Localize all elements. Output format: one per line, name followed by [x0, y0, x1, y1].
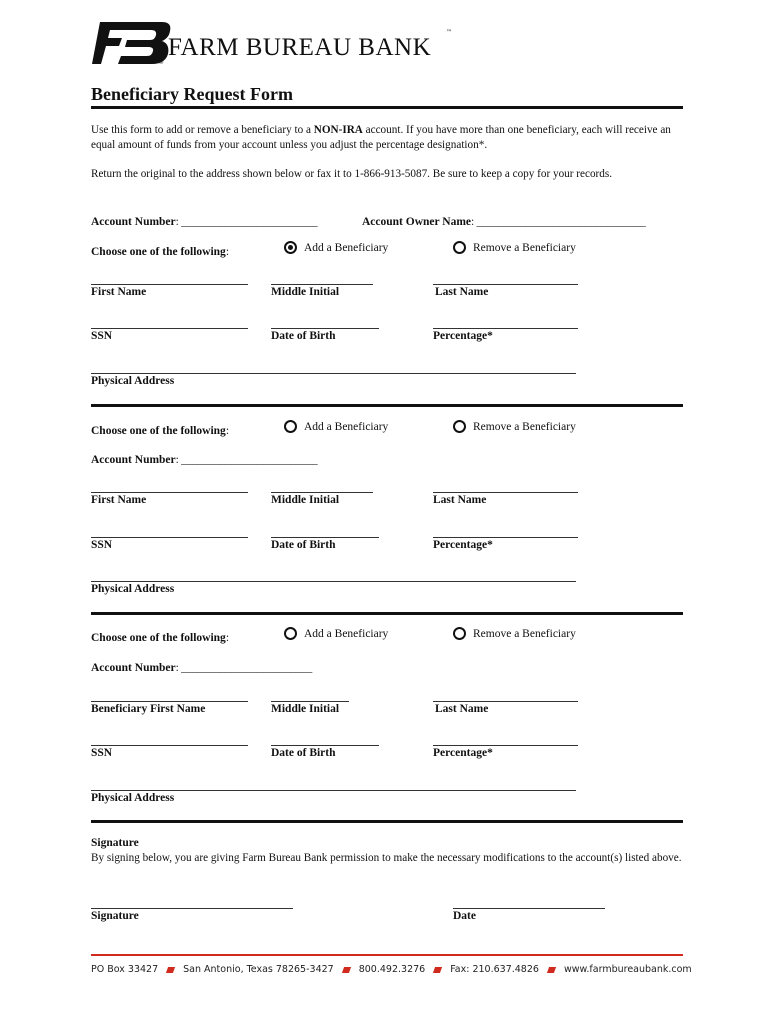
- section-1-add-radio[interactable]: [284, 241, 297, 254]
- choose-colon: :: [225, 632, 230, 644]
- return-instructions: Return the original to the address shown below or fax it to 1-866-913-5087. Be sure to keep a copy for your records.: [91, 168, 613, 180]
- section-1-middle-initial-input[interactable]: [271, 284, 373, 285]
- section-1-last-name-input[interactable]: [433, 284, 578, 285]
- section-3-ssn-label: SSN: [91, 747, 113, 759]
- account-number-field[interactable]: [91, 212, 317, 230]
- section-2-remove-label: Remove a Beneficiary: [473, 421, 576, 433]
- svg-text:™: ™: [446, 29, 452, 36]
- section-1-remove-label: Remove a Beneficiary: [473, 242, 576, 254]
- footer-po-box: PO Box 33427: [91, 964, 159, 975]
- owner-name-blank[interactable]: : _______________________________: [471, 216, 646, 228]
- section-1-last-name-label: Last Name: [435, 286, 489, 298]
- intro-text-bold: NON-IRA: [313, 124, 363, 136]
- signature-input[interactable]: [91, 908, 293, 909]
- section-3-middle-initial-input[interactable]: [271, 701, 349, 702]
- section-2-add-label: Add a Beneficiary: [304, 421, 389, 433]
- section-divider: [91, 404, 683, 407]
- choose-colon: :: [225, 425, 230, 437]
- footer-phone: 800.492.3276: [358, 964, 426, 975]
- section-2-account-number-field[interactable]: [91, 450, 317, 468]
- section-2-last-name-label: Last Name: [433, 494, 487, 506]
- section-3-first-name-label: Beneficiary First Name: [91, 703, 206, 715]
- account-number-label: Account Number: [91, 216, 176, 228]
- footer-separator-icon: [433, 967, 442, 973]
- section-3-dob-label: Date of Birth: [271, 747, 336, 759]
- footer-fax: Fax: 210.637.4826: [450, 964, 539, 975]
- section-3-dob-input[interactable]: [271, 745, 379, 746]
- date-input[interactable]: [453, 908, 605, 909]
- account-number-blank[interactable]: : _________________________: [175, 216, 318, 228]
- section-2-percentage-input[interactable]: [433, 537, 578, 538]
- section-1-address-input[interactable]: [91, 373, 576, 374]
- section-2-address-input[interactable]: [91, 581, 576, 582]
- footer-separator-icon: [547, 967, 556, 973]
- section-3-last-name-label: Last Name: [435, 703, 489, 715]
- section-2-address-label: Physical Address: [91, 583, 175, 595]
- svg-text:®: ®: [158, 59, 164, 66]
- section-2-middle-initial-label: Middle Initial: [271, 494, 340, 506]
- section-1-ssn-label: SSN: [91, 330, 113, 342]
- choose-colon: :: [225, 246, 230, 258]
- section-2-add-radio[interactable]: [284, 420, 297, 433]
- section-3-percentage-label: Percentage*: [433, 747, 493, 759]
- footer-website[interactable]: www.farmbureaubank.com: [563, 964, 692, 975]
- section-1-dob-input[interactable]: [271, 328, 379, 329]
- section-2-first-name-input[interactable]: [91, 492, 248, 493]
- section-1-remove-radio[interactable]: [453, 241, 466, 254]
- section-1-choose: [91, 242, 229, 260]
- section-2-dob-input[interactable]: [271, 537, 379, 538]
- section-3-account-number-field[interactable]: [91, 658, 312, 676]
- choose-label: Choose one of the following: [91, 246, 226, 258]
- section-2-ssn-label: SSN: [91, 539, 113, 551]
- section-2-last-name-input[interactable]: [433, 492, 578, 493]
- account-number-blank[interactable]: : ________________________: [175, 662, 312, 674]
- footer-city: San Antonio, Texas 78265-3427: [183, 964, 334, 975]
- page-title: Beneficiary Request Form: [91, 84, 293, 104]
- choose-label: Choose one of the following: [91, 632, 226, 644]
- account-number-blank[interactable]: : _________________________: [175, 454, 318, 466]
- section-2-choose: [91, 421, 229, 439]
- section-3-percentage-input[interactable]: [433, 745, 578, 746]
- signature-heading: Signature: [91, 837, 139, 849]
- section-3-last-name-input[interactable]: [433, 701, 578, 702]
- section-2-first-name-label: First Name: [91, 494, 147, 506]
- section-3-choose: [91, 628, 229, 646]
- footer-divider: [91, 954, 683, 956]
- section-2-remove-radio[interactable]: [453, 420, 466, 433]
- section-3-address-label: Physical Address: [91, 792, 175, 804]
- section-1-ssn-input[interactable]: [91, 328, 248, 329]
- intro-text-start: Use this form to add or remove a beneficiary to a: [91, 124, 314, 136]
- section-3-add-label: Add a Beneficiary: [304, 628, 389, 640]
- section-3-ssn-input[interactable]: [91, 745, 248, 746]
- section-2-dob-label: Date of Birth: [271, 539, 336, 551]
- footer-separator-icon: [342, 967, 351, 973]
- section-2-ssn-input[interactable]: [91, 537, 248, 538]
- owner-name-label: Account Owner Name: [362, 216, 472, 228]
- footer-separator-icon: [166, 967, 175, 973]
- signature-label: Signature: [91, 910, 139, 922]
- section-3-middle-initial-label: Middle Initial: [271, 703, 340, 715]
- section-1-dob-label: Date of Birth: [271, 330, 336, 342]
- footer-contact: [91, 964, 692, 975]
- brand-name: FARM BUREAU BANK: [168, 34, 432, 61]
- section-3-remove-radio[interactable]: [453, 627, 466, 640]
- account-number-label: Account Number: [91, 454, 176, 466]
- section-2-percentage-label: Percentage*: [433, 539, 493, 551]
- section-1-first-name-label: First Name: [91, 286, 147, 298]
- choose-label: Choose one of the following: [91, 425, 226, 437]
- section-divider: [91, 820, 683, 823]
- section-1-middle-initial-label: Middle Initial: [271, 286, 340, 298]
- section-divider: [91, 612, 683, 615]
- title-divider: [91, 106, 683, 109]
- section-2-middle-initial-input[interactable]: [271, 492, 373, 493]
- section-1-first-name-input[interactable]: [91, 284, 248, 285]
- section-3-add-radio[interactable]: [284, 627, 297, 640]
- section-1-add-label: Add a Beneficiary: [304, 242, 389, 254]
- intro-paragraph: [91, 123, 683, 153]
- section-1-address-label: Physical Address: [91, 375, 175, 387]
- signature-consent-text: By signing below, you are giving Farm Bureau Bank permission to make the necessary modifications to the account(s) listed above.: [91, 852, 682, 864]
- account-number-label: Account Number: [91, 662, 176, 674]
- section-1-percentage-label: Percentage*: [433, 330, 493, 342]
- section-3-first-name-input[interactable]: [91, 701, 248, 702]
- section-1-percentage-input[interactable]: [433, 328, 578, 329]
- owner-name-field[interactable]: [362, 212, 645, 230]
- section-3-address-input[interactable]: [91, 790, 576, 791]
- date-label: Date: [453, 910, 476, 922]
- section-3-remove-label: Remove a Beneficiary: [473, 628, 576, 640]
- intro-text-end: account. If you have more than one beneficiary, each will receive an equal amount of funds from your account unless you adjust the percentage designation*.: [91, 124, 671, 151]
